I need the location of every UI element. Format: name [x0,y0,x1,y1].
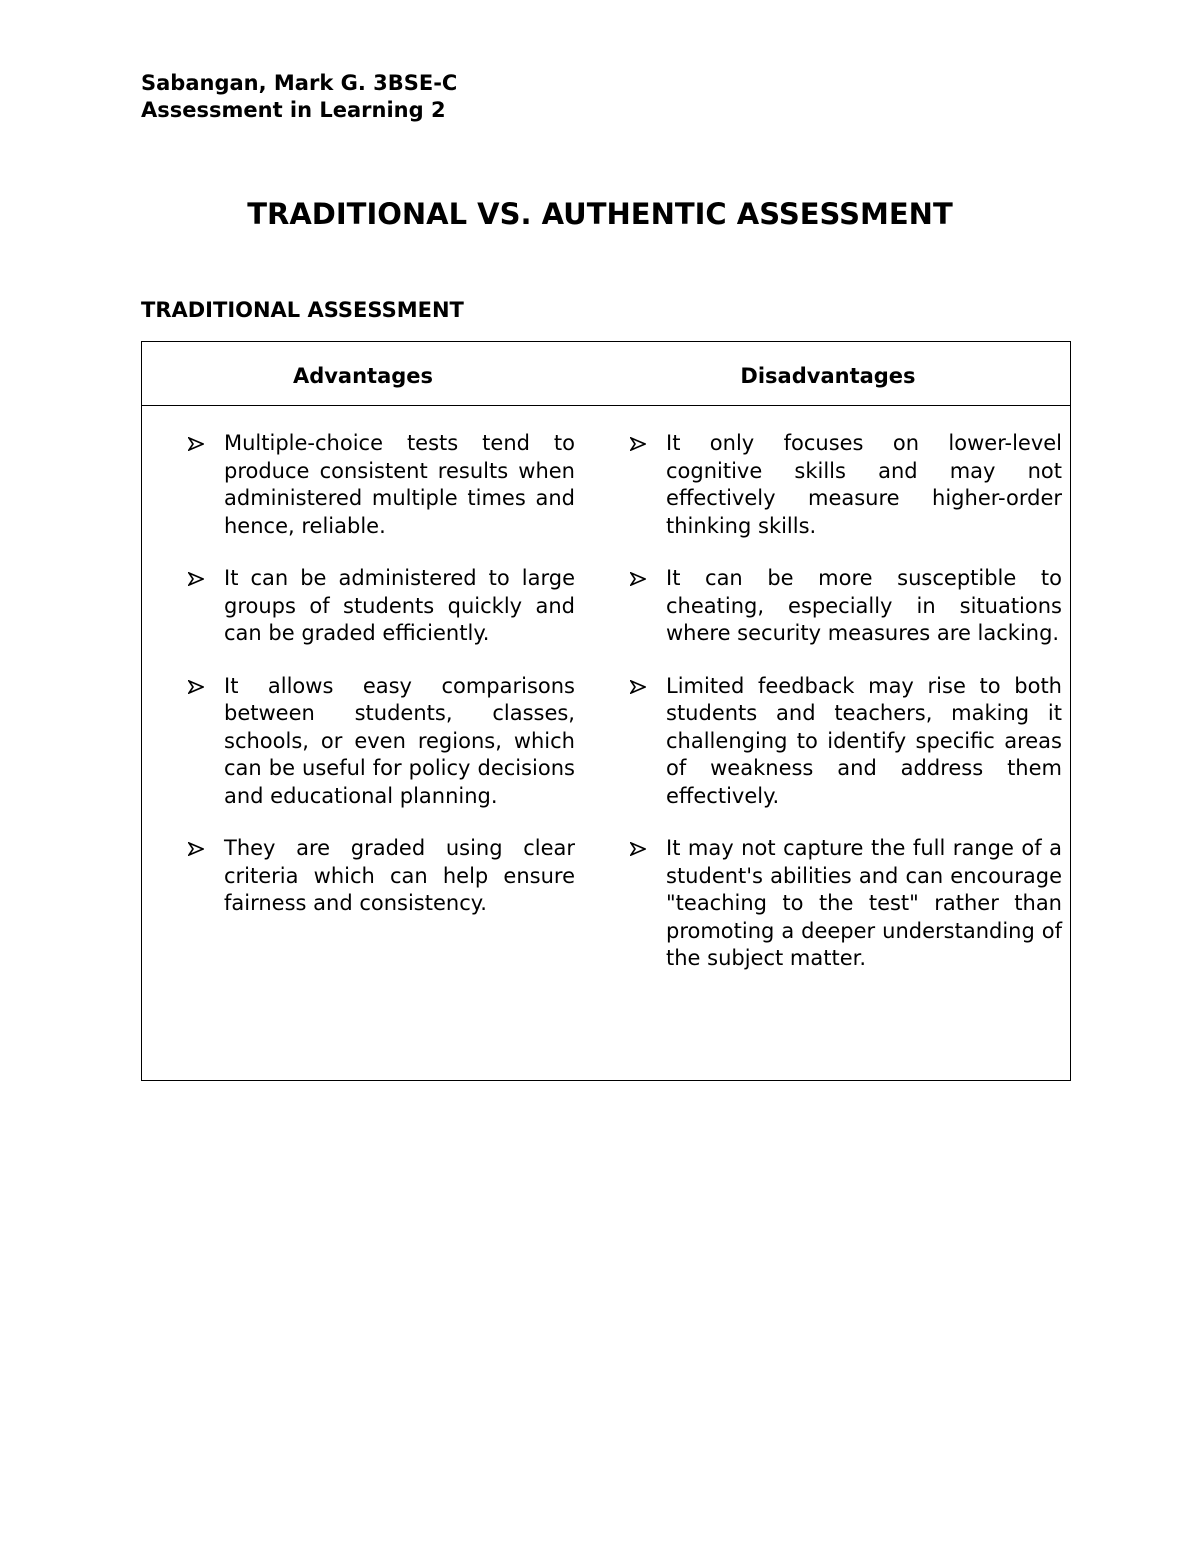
disadvantage-text: It may not capture the full range of a student's abilities and can encourage "teaching to the test" rather than promoting a deeper understanding of the subject matter. [666,836,1062,970]
advantage-item [186,565,575,648]
disadvantage-item [628,835,1062,973]
disadvantage-text: It only focuses on lower-level cognitive skills and may not effectively measure higher-order thinking skills. [666,431,1062,538]
advantage-text: They are graded using clear criteria which can help ensure fairness and consistency. [224,836,575,915]
disadvantage-item [628,430,1062,540]
section-title: TRADITIONAL ASSESSMENT [141,298,464,322]
advantage-text: It allows easy comparisons between students, classes, schools, or even regions, which can be useful for policy decisions and educational planning. [224,673,575,808]
disadvantage-item [628,565,1062,648]
document-title: TRADITIONAL VS. AUTHENTIC ASSESSMENT [247,197,953,231]
disadvantage-text: It can be more susceptible to cheating, especially in situations where security measures are lacking. [666,566,1062,645]
advantage-item [186,835,575,918]
advantage-item [186,430,575,540]
course-line: Assessment in Learning 2 [141,98,446,122]
disadvantages-header: Disadvantages [740,364,916,388]
author-line: Sabangan, Mark G. 3BSE-C [141,71,458,95]
disadvantage-item [628,673,1062,811]
advantage-text: It can be administered to large groups of students quickly and can be graded efficiently. [224,566,575,645]
disadvantages-column [628,430,1062,998]
advantage-text: Multiple-choice tests tend to produce consistent results when administered multiple times and hence, reliable. [224,431,575,538]
document-header [141,70,457,124]
disadvantage-text: Limited feedback may rise to both students and teachers, making it challenging to identify specific areas of weakness and address them effectively. [666,673,1062,808]
advantages-header: Advantages [292,364,434,388]
table-header-row [142,342,1070,406]
advantage-item [186,673,575,811]
comparison-table [141,341,1071,1081]
advantages-column [186,430,575,943]
